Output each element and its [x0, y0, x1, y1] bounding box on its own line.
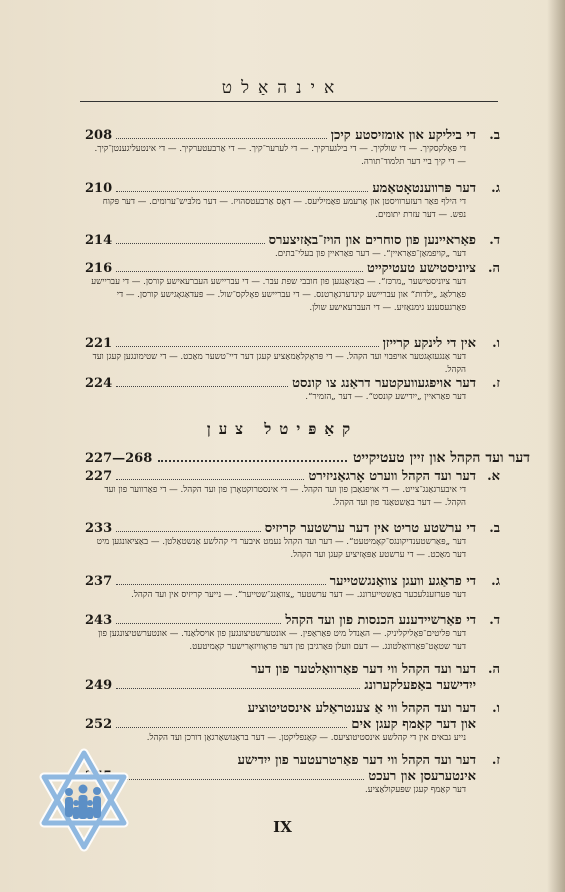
section-pages: 227—268: [85, 451, 153, 466]
entry-description: די הילף פאַר רעזערוויסטן און אָרעמע פאַמיליעס. — דאָס אַרבעטסהויז. — דער מלבּיש־ערומים. — דער פּקוח נפש. — דער עזרת יתומים.: [102, 197, 466, 220]
toc-entry: [85, 700, 500, 745]
leader-dots: [116, 182, 368, 192]
entry-description: נייע גבאים אין די קהלשע אינסטיטוציעס. — קאַנפליקטן. — דער בראַנזשאַרגאַן דורכן ועד הקהל.: [146, 733, 466, 743]
entry-description: דער „פּאַרשטענדיקונגס־קאָמיטעט“. — דער ועד הקהל נעמט איבער די קהלשע אַנשטאַלטן. — באַציאונגען מיט דער מאַכט. — די ערשטע אַפּאָזיציע קעגן ועד הקהל.: [96, 537, 466, 560]
entry-page: 237: [85, 574, 113, 589]
star-of-david-family-logo: [36, 745, 132, 855]
entry-title: אין די לינקע קרייזן: [382, 336, 476, 351]
entry-title: דער ועד הקהל ווערט אָרגאַניזירט: [308, 469, 476, 484]
entry-page: 255: [85, 769, 113, 784]
entry-description: דער אַנגעזאָגטער אויפבוי ועד הקהל. — די פּראָקלאַמאַציע קעגן דער דיי־טשער מאַכט. — די שטימונגען קעגן ועד הקהל.: [92, 352, 466, 375]
leader-dots: [116, 337, 378, 347]
entry-title: דער ועד הקהל ווי דער פאַרוואַלטער פון דער: [251, 662, 476, 677]
leader-dots: [116, 522, 261, 532]
entry-letter: ד.: [489, 613, 500, 628]
entry-page: 227: [85, 469, 113, 484]
entry-description: דער פּערזענלעכער באַשטייערונג. — דער ערשטער „צוואַנג־שטייער“. — נייער קריזיס אין ועד הקהל.: [131, 590, 466, 600]
entry-title-continued: אינטערעסן און רעכט: [368, 769, 476, 784]
leader-dots: [116, 614, 281, 624]
entry-page: 233: [85, 521, 113, 536]
toc-entry: [85, 752, 500, 797]
entry-letter: ז.: [491, 376, 500, 391]
page-gutter-shadow: [547, 0, 565, 892]
toc-entry: [85, 375, 500, 404]
toc-entry: [85, 612, 500, 654]
entry-letter: ג.: [491, 574, 500, 589]
entry-letter: ה.: [487, 261, 500, 276]
entry-description: די פּאָלקסקיך. — די שולקיך. — די בילגערקיך. — די לערער־קיך. — די אַרבעטערקיך. — די אינטעליגענטן־קיך. — די קיך ביי דער תלמוד־תורה.: [94, 144, 466, 167]
entry-page: 249: [85, 678, 113, 693]
entry-letter: ד.: [489, 233, 500, 248]
leader-dots: [116, 234, 264, 244]
chapter-heading: קאַפּיטל צען: [206, 420, 359, 438]
entry-title: דער אויפגעוועקטער דראַנג צו קונסט: [292, 376, 476, 391]
entry-description: דער פאַראיין „ייִדישע קונסט“. — דער „הזמיר“.: [305, 392, 466, 402]
entry-letter: ז.: [491, 753, 500, 768]
entry-title: דער ועד הקהל ווי דער פאַרטרעטער פון ייִדישע: [237, 753, 476, 768]
entry-title: די ביליקע און אומזיסטע קיכן: [330, 128, 476, 143]
entry-title: דער פּרווענטאָטאַמע: [372, 181, 476, 196]
page-number: IX: [273, 818, 292, 836]
entry-description: דער „קויפמאַן־פאַראיין“. — דער פאַראיין פון בעלי־בתים.: [275, 249, 466, 259]
toc-entry: [85, 335, 500, 377]
entry-title-continued: און דער קאַמף קעגן אים: [351, 717, 476, 732]
entry-page: 216: [85, 261, 113, 276]
entry-page: 208: [85, 128, 113, 143]
entry-description: דער קאַמף קעגן שפּעקולאַציע.: [365, 785, 466, 795]
toc-entry: [85, 573, 500, 602]
toc-entry: [85, 661, 500, 693]
toc-entry: [85, 260, 500, 315]
leader-dots: [116, 377, 288, 387]
leader-dots: [116, 129, 327, 139]
entry-page: 221: [85, 336, 113, 351]
entry-title: דער ועד הקהל ווי אַ צענטראַלע אינסטיטוציע: [247, 701, 476, 716]
leader-dots: [116, 262, 363, 272]
toc-entry: [85, 180, 500, 222]
leader-dots: [116, 679, 360, 689]
entry-description: דער ציוניסטישער „מרכּז“. — באַניאַנגען פון חובבי שפת עבר. — די עבריישע העברעאישע קורסן. — די עבריישע פאַרלאַג „ילדות“ און עבריישע קינדערגאָרטנס. — די עבריישע פאָלקס־שול. — פּעדאַגאָגישע קורסן. — די פאַרגעסענע גימנאַזיע. — די העברעאישע שולן.: [91, 277, 466, 313]
entry-title: די ערשטע טריט אין דער ערשטער קריזיס: [264, 521, 476, 536]
entry-page: 214: [85, 233, 113, 248]
leader-dots: [116, 470, 304, 480]
header-rule: [80, 101, 498, 102]
entry-letter: ב.: [489, 128, 500, 143]
entry-title-continued: ייִדישער באַפעלקערונג: [364, 678, 476, 693]
entry-title: פאַראיינען פון סוחרים און הויז־באַזיצערס: [268, 233, 476, 248]
entry-page: 252: [85, 717, 113, 732]
entry-page: 243: [85, 613, 113, 628]
section-title: דער ועד הקהל און זיין טעטיקייט: [352, 450, 530, 466]
leader-dots: [116, 770, 364, 780]
entry-letter: ו.: [492, 336, 500, 351]
leader-dots: [158, 451, 347, 462]
leader-dots: [116, 575, 326, 585]
entry-page: 224: [85, 376, 113, 391]
entry-letter: א.: [487, 469, 500, 484]
entry-letter: ו.: [492, 701, 500, 716]
entry-page: 210: [85, 181, 113, 196]
section-heading: [85, 450, 530, 467]
entry-title: די פאַרשיידענע הכנסות פון ועד הקהל: [285, 613, 476, 628]
toc-entry: [85, 520, 500, 562]
running-head: אינהאַלט: [221, 78, 344, 98]
entry-title: ציוניסטישע טעטיקייט: [366, 261, 476, 276]
leader-dots: [116, 718, 347, 728]
entry-description: דער פּליטים־פּאָליקליניק. — האַנדל מיט פּאַראַפין. — אונטערשטיצונגען פון אויסלאַנד. — אונטערשטיצונגען פון דער שטאָט־פּאַרוואַלטונג. — דעם וועלן פאַרגיבן פון דער פּראָוויזאָרישער קאָמיטעט.: [98, 629, 466, 652]
entry-title: די פראַגע וועגן צוואַנגשטייער: [329, 574, 476, 589]
entry-letter: ה.: [487, 662, 500, 677]
toc-entry: [85, 468, 500, 510]
entry-letter: ג.: [491, 181, 500, 196]
toc-entry: [85, 127, 500, 169]
toc-entry: [85, 232, 500, 261]
entry-letter: ב.: [489, 521, 500, 536]
entry-description: די איבערגאַנג־צייט. — די אויפגאַבן פון ועד הקהל. — די אינסטרוקטאָרן פון ועד הקהל. — די פאַרווער פון ועד הקהל. — דער באַשטאַנד פון ועד הקהל.: [104, 485, 466, 508]
